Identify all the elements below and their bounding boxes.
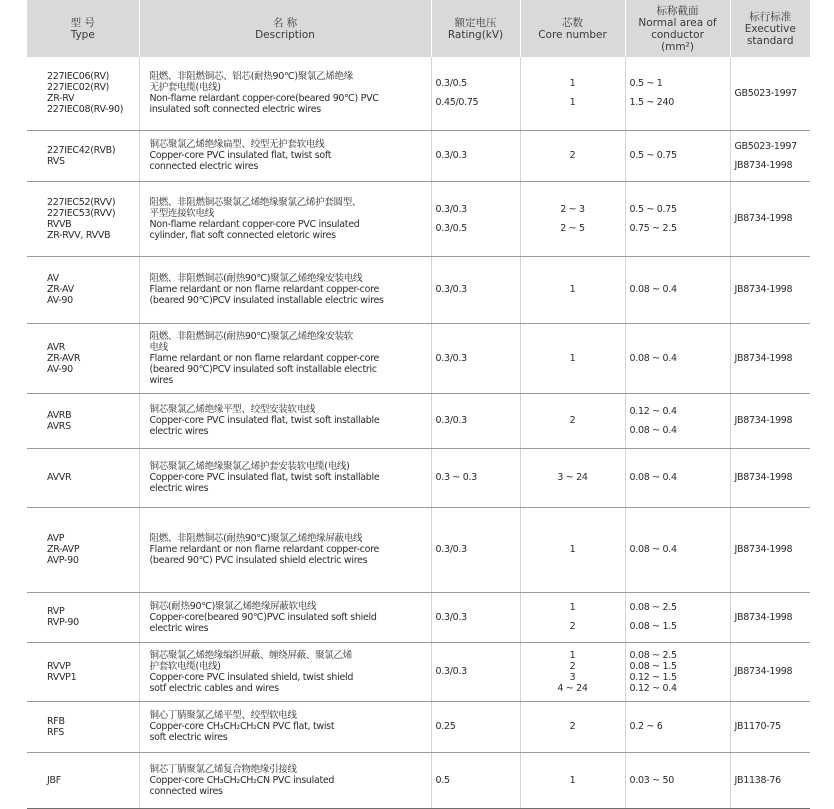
header-description: 名 称 Description xyxy=(139,0,431,57)
cell-type-line: AVRS xyxy=(47,420,71,432)
cell-description-line: Copper-core PVC insulated flat, twist soft xyxy=(149,150,332,161)
cell-normal-area-line: 0.12 ~ 0.4 xyxy=(629,682,677,694)
table-body xyxy=(27,57,810,808)
cell-rating xyxy=(431,448,520,507)
cell-core-number-line: 1 xyxy=(569,352,576,364)
cell-standard xyxy=(730,57,810,130)
cell-description xyxy=(139,256,431,323)
cell-core-number-line: 2 xyxy=(569,660,576,672)
cell-description-line: 阻燃、非阻燃铜芯(耐热90℃)聚氯乙烯绝缘安装软 xyxy=(149,330,353,342)
cell-normal-area-line: 0.5 ~ 0.75 xyxy=(629,150,677,161)
cell-description-line: electric wires xyxy=(149,622,209,634)
cell-normal-area-line: 0.03 ~ 50 xyxy=(629,774,675,786)
cell-normal-area-line: 0.08 ~ 1.5 xyxy=(629,621,677,632)
cell-type-line: RVVP1 xyxy=(47,671,77,683)
cell-standard xyxy=(730,752,810,808)
cell-description-line: cylinder, flat soft connected eletoric wires xyxy=(149,229,336,241)
cell-description-line: insulated soft connected electric wires xyxy=(149,104,321,116)
cell-normal-area xyxy=(625,592,730,642)
cell-description-line: 无护套电缆(电线) xyxy=(149,82,221,94)
cell-normal-area xyxy=(625,507,730,592)
cell-description-line: 铜芯聚氯乙烯绝缘聚氯乙烯护套安装软电缆(电线) xyxy=(149,461,350,472)
cell-core-number-line: 1 xyxy=(569,649,576,661)
cell-standard-line: JB8734-1998 xyxy=(734,611,793,623)
cell-description-line: connected wires xyxy=(149,785,223,797)
cell-core-number-line: 4 ~ 24 xyxy=(557,682,588,694)
cell-description xyxy=(139,57,431,130)
cell-description-line: Non-flame relardant copper-core(beared 90℃) PVC xyxy=(149,93,379,105)
table-row xyxy=(27,701,810,752)
cell-type-line: ZR-AVR xyxy=(47,352,81,364)
cell-standard xyxy=(730,130,810,181)
cell-core-number-line: 2 xyxy=(569,621,576,632)
cell-normal-area-line: 0.08 ~ 2.5 xyxy=(629,602,677,613)
cell-rating xyxy=(431,642,520,701)
cell-description-line: sotf electric cables and wires xyxy=(149,682,279,694)
cell-rating xyxy=(431,57,520,130)
cell-standard-line: JB8734-1998 xyxy=(734,666,793,677)
cell-core-number-line: 2 xyxy=(569,150,576,161)
cell-normal-area-line: 0.12 ~ 0.4 xyxy=(629,405,677,417)
cell-core-number-line: 2 ~ 5 xyxy=(560,222,585,234)
cell-normal-area-line: 0.5 ~ 1 xyxy=(629,78,663,90)
cell-description xyxy=(139,448,431,507)
cell-type-line: ZR-AV xyxy=(47,284,74,295)
cell-type-line: RFS xyxy=(47,726,65,738)
cell-description-line: Copper-core(beared 90℃)PVC insulated soft shield xyxy=(149,611,377,623)
cell-core-number-line: 1 xyxy=(569,97,576,109)
cell-description xyxy=(139,752,431,808)
table-row xyxy=(27,57,810,130)
cell-description xyxy=(139,507,431,592)
cell-description-line: 阻燃、非阻燃铜芯(耐热90℃)聚氯乙烯绝缘安装电线 xyxy=(149,273,363,284)
table-row xyxy=(27,642,810,701)
cell-normal-area-line: 0.08 ~ 0.4 xyxy=(629,424,677,436)
table-row xyxy=(27,752,810,808)
cell-description-line: 平型连接软电线 xyxy=(149,207,214,219)
cell-core-number xyxy=(520,256,625,323)
cell-description-line: (beared 90℃) PVC insulated shield electric wires xyxy=(149,555,368,566)
cable-spec-table xyxy=(27,0,810,809)
cell-standard-line: JB1170-75 xyxy=(734,721,781,732)
table-row xyxy=(27,393,810,448)
cell-rating-line: 0.45/0.75 xyxy=(435,97,479,109)
cell-description-line: Copper-core CH₃CH₂CH₂CN PVC insulated xyxy=(149,774,335,786)
cell-description xyxy=(139,393,431,448)
cell-description-line: Flame relardant or non flame relardant copper-core xyxy=(149,352,380,364)
cell-standard xyxy=(730,393,810,448)
cell-normal-area xyxy=(625,752,730,808)
cell-description xyxy=(139,323,431,393)
cell-type xyxy=(27,592,139,642)
cell-type-line: ZR-RV xyxy=(47,93,75,105)
cell-rating xyxy=(431,323,520,393)
cell-type-line: 227IEC02(RV) xyxy=(47,82,110,94)
cell-rating-line: 0.3/0.5 xyxy=(435,222,467,234)
cell-standard-line: JB8734-1998 xyxy=(734,352,793,364)
cell-standard xyxy=(730,642,810,701)
cell-description-line: 铜芯(耐热90℃)聚氯乙烯绝缘屏蔽软电线 xyxy=(149,600,317,612)
cell-core-number xyxy=(520,592,625,642)
cell-core-number xyxy=(520,181,625,256)
cell-core-number-line: 2 ~ 3 xyxy=(560,203,585,215)
cell-normal-area-line: 0.08 ~ 1.5 xyxy=(629,660,677,672)
cell-description-line: Copper-core PVC insulated flat, twist soft installable xyxy=(149,415,380,426)
header-type: 型 号 Type xyxy=(27,0,139,57)
cell-type-line: AV xyxy=(47,273,59,284)
cell-rating-line: 0.3 ~ 0.3 xyxy=(435,472,478,483)
cell-normal-area xyxy=(625,130,730,181)
cell-core-number xyxy=(520,507,625,592)
cell-type-line: 227IEC42(RVB) xyxy=(47,144,116,156)
cell-description-line: Copper-core CH₃CH₂CH₂CN PVC flat, twist xyxy=(149,721,335,732)
cell-rating-line: 0.3/0.3 xyxy=(435,544,467,555)
cell-normal-area xyxy=(625,701,730,752)
cell-standard-line: GB5023-1997 xyxy=(734,140,797,152)
cell-type-line: JBF xyxy=(47,774,61,786)
cell-description-line: 铜芯聚氯乙烯绝缘编织屏蔽、缠绕屏蔽、聚氯乙烯 xyxy=(149,649,352,661)
cell-type-line: AVR xyxy=(47,341,66,353)
cell-standard-line: JB8734-1998 xyxy=(734,544,793,555)
cell-type xyxy=(27,507,139,592)
cell-description-line: Flame relardant or non flame relardant copper-core xyxy=(149,284,380,295)
cell-rating-line: 0.3/0.3 xyxy=(435,284,467,295)
cell-standard xyxy=(730,592,810,642)
cell-type-line: 227IEC08(RV-90) xyxy=(47,104,124,116)
cell-normal-area-line: 0.08 ~ 0.4 xyxy=(629,352,677,364)
cell-type-line: AVP-90 xyxy=(47,555,79,566)
cell-core-number xyxy=(520,642,625,701)
cell-type xyxy=(27,393,139,448)
cell-description-line: 铜芯丁腈聚氯乙烯复合物绝缘引接线 xyxy=(149,763,297,775)
cell-standard-line: GB5023-1997 xyxy=(734,87,797,99)
cell-standard xyxy=(730,256,810,323)
cell-standard-line: JB8734-1998 xyxy=(734,213,793,224)
cell-rating-line: 0.3/0.3 xyxy=(435,150,467,161)
cell-core-number-line: 3 ~ 24 xyxy=(557,472,588,483)
cell-core-number-line: 2 xyxy=(569,721,576,732)
cell-rating-line: 0.3/0.3 xyxy=(435,666,467,677)
cell-normal-area-line: 0.75 ~ 2.5 xyxy=(629,222,677,234)
cell-description-line: (beared 90℃)PCV insulated soft installable electric xyxy=(149,363,377,375)
cell-description-line: Copper-core PVC insulated shield, twist shield xyxy=(149,671,354,683)
cell-normal-area xyxy=(625,57,730,130)
cell-normal-area-line: 0.08 ~ 2.5 xyxy=(629,649,677,661)
cell-rating xyxy=(431,130,520,181)
table-row xyxy=(27,181,810,256)
cell-core-number-line: 1 xyxy=(569,284,576,295)
cell-description xyxy=(139,130,431,181)
cell-rating-line: 0.3/0.3 xyxy=(435,415,467,426)
cell-core-number-line: 1 xyxy=(569,602,576,613)
cell-description-line: Non-flame relardant copper-core PVC insulated xyxy=(149,218,360,230)
cell-normal-area-line: 0.12 ~ 1.5 xyxy=(629,671,677,683)
cell-type-line: AVP xyxy=(47,533,65,544)
cell-rating xyxy=(431,393,520,448)
cell-description-line: (beared 90℃)PCV insulated installable electric wires xyxy=(149,295,384,306)
cell-type-line: AVRB xyxy=(47,409,72,421)
table-row xyxy=(27,448,810,507)
cell-type-line: 227IEC06(RV) xyxy=(47,71,110,83)
header-core-number: 芯数 Core number xyxy=(520,0,625,57)
cell-normal-area xyxy=(625,323,730,393)
table-row xyxy=(27,507,810,592)
cell-type-line: AVVR xyxy=(47,472,72,483)
table-row xyxy=(27,323,810,393)
cell-type xyxy=(27,256,139,323)
cell-core-number-line: 2 xyxy=(569,415,576,426)
cell-type xyxy=(27,130,139,181)
cell-description-line: 铜芯聚氯乙烯绝缘扁型、绞型无护套软电线 xyxy=(149,139,325,150)
cell-standard-line: JB8734-1998 xyxy=(734,415,793,426)
cell-normal-area xyxy=(625,448,730,507)
table-row xyxy=(27,130,810,181)
cell-rating xyxy=(431,256,520,323)
cell-type xyxy=(27,701,139,752)
cell-type xyxy=(27,323,139,393)
cell-description-line: Flame relardant or non flame relardant copper-core xyxy=(149,544,380,555)
cell-normal-area-line: 0.08 ~ 0.4 xyxy=(629,472,677,483)
cell-core-number xyxy=(520,130,625,181)
cell-description-line: Copper-core PVC insulated flat, twist soft installable xyxy=(149,472,380,483)
cell-rating-line: 0.3/0.3 xyxy=(435,611,467,623)
cell-normal-area-line: 0.5 ~ 0.75 xyxy=(629,203,677,215)
cell-description-line: 铜芯聚氯乙烯绝缘平型、绞型安装软电线 xyxy=(149,404,316,415)
cell-type-line: AV-90 xyxy=(47,363,73,375)
cell-type-line: AV-90 xyxy=(47,295,73,306)
cell-normal-area xyxy=(625,256,730,323)
cell-type-line: RVP xyxy=(47,606,65,617)
cell-type-line: ZR-AVP xyxy=(47,544,80,555)
cell-description xyxy=(139,592,431,642)
cell-description xyxy=(139,701,431,752)
header-rating: 额定电压 Rating(kV) xyxy=(431,0,520,57)
cell-description xyxy=(139,642,431,701)
cell-rating-line: 0.3/0.3 xyxy=(435,352,467,364)
cell-rating-line: 0.3/0.5 xyxy=(435,78,467,90)
cell-type-line: RFB xyxy=(47,715,65,727)
cell-standard xyxy=(730,181,810,256)
cell-normal-area xyxy=(625,181,730,256)
cell-type xyxy=(27,57,139,130)
cell-standard xyxy=(730,323,810,393)
cell-rating xyxy=(431,181,520,256)
cell-standard xyxy=(730,507,810,592)
cell-normal-area-line: 0.08 ~ 0.4 xyxy=(629,544,677,555)
cell-core-number-line: 1 xyxy=(569,774,576,786)
cell-description-line: 护套软电缆(电线) xyxy=(149,660,221,672)
cell-normal-area-line: 0.08 ~ 0.4 xyxy=(629,284,677,295)
cell-description-line: 阻燃、非阻燃铜芯聚氯乙烯绝缘聚氯乙烯护套圆型、 xyxy=(149,196,362,208)
cell-type-line: RVS xyxy=(47,155,65,167)
cell-core-number xyxy=(520,323,625,393)
cell-type-line: RVP-90 xyxy=(47,617,79,628)
cell-rating-line: 0.25 xyxy=(435,721,456,732)
header-normal-area: 标称截面 Normal area of conductor (mm²) xyxy=(625,0,730,57)
cell-type xyxy=(27,752,139,808)
cell-standard-line: JB8734-1998 xyxy=(734,284,793,295)
cell-core-number xyxy=(520,752,625,808)
cell-rating-line: 0.5 xyxy=(435,774,450,786)
cell-core-number-line: 3 xyxy=(569,671,576,683)
cell-normal-area-line: 1.5 ~ 240 xyxy=(629,97,675,109)
cell-description-line: 阻燃、非阻燃铜芯、铝芯(耐热90℃)聚氯乙烯绝缘 xyxy=(149,71,353,83)
cell-type-line: RVVB xyxy=(47,218,72,230)
cell-core-number xyxy=(520,393,625,448)
cell-description-line: 电线 xyxy=(149,341,168,353)
cell-standard xyxy=(730,448,810,507)
header-executive-standard: 标行标准 Executive standard xyxy=(730,0,810,57)
cell-type-line: ZR-RVV, RVVB xyxy=(47,229,111,241)
cell-type-line: 227IEC52(RVV) xyxy=(47,196,116,208)
cell-type xyxy=(27,448,139,507)
cell-description-line: wires xyxy=(149,374,173,386)
spec-sheet xyxy=(27,0,810,809)
cell-rating xyxy=(431,701,520,752)
cell-core-number-line: 1 xyxy=(569,78,576,90)
cell-type-line: RVVP xyxy=(47,660,71,672)
cell-standard-line: JB8734-1998 xyxy=(734,472,793,483)
table-row xyxy=(27,592,810,642)
cell-normal-area-line: 0.2 ~ 6 xyxy=(629,721,663,732)
table-header xyxy=(27,0,810,57)
cell-rating xyxy=(431,752,520,808)
cell-description-line: 铜心丁腈聚氯乙烯平型、绞型软电线 xyxy=(149,710,297,721)
cell-normal-area xyxy=(625,642,730,701)
cell-standard xyxy=(730,701,810,752)
cell-core-number xyxy=(520,448,625,507)
cell-description-line: soft electric wires xyxy=(149,732,228,743)
cell-type-line: 227IEC53(RVV) xyxy=(47,207,116,219)
cell-description-line: connected electric wires xyxy=(149,161,259,172)
cell-core-number xyxy=(520,57,625,130)
cell-description-line: 阻燃、非阻燃铜芯(耐热90℃)聚氯乙烯绝缘屏蔽电线 xyxy=(149,533,363,544)
cell-rating xyxy=(431,592,520,642)
cell-standard-line: JB8734-1998 xyxy=(734,159,793,171)
table-row xyxy=(27,256,810,323)
cell-rating-line: 0.3/0.3 xyxy=(435,203,467,215)
cell-description-line: electric wires xyxy=(149,426,209,437)
cell-core-number-line: 1 xyxy=(569,544,576,555)
cell-standard-line: JB1138-76 xyxy=(734,774,781,786)
cell-type xyxy=(27,642,139,701)
cell-rating xyxy=(431,507,520,592)
cell-description-line: electric wires xyxy=(149,483,209,494)
cell-type xyxy=(27,181,139,256)
cell-description xyxy=(139,181,431,256)
cell-normal-area xyxy=(625,393,730,448)
cell-core-number xyxy=(520,701,625,752)
